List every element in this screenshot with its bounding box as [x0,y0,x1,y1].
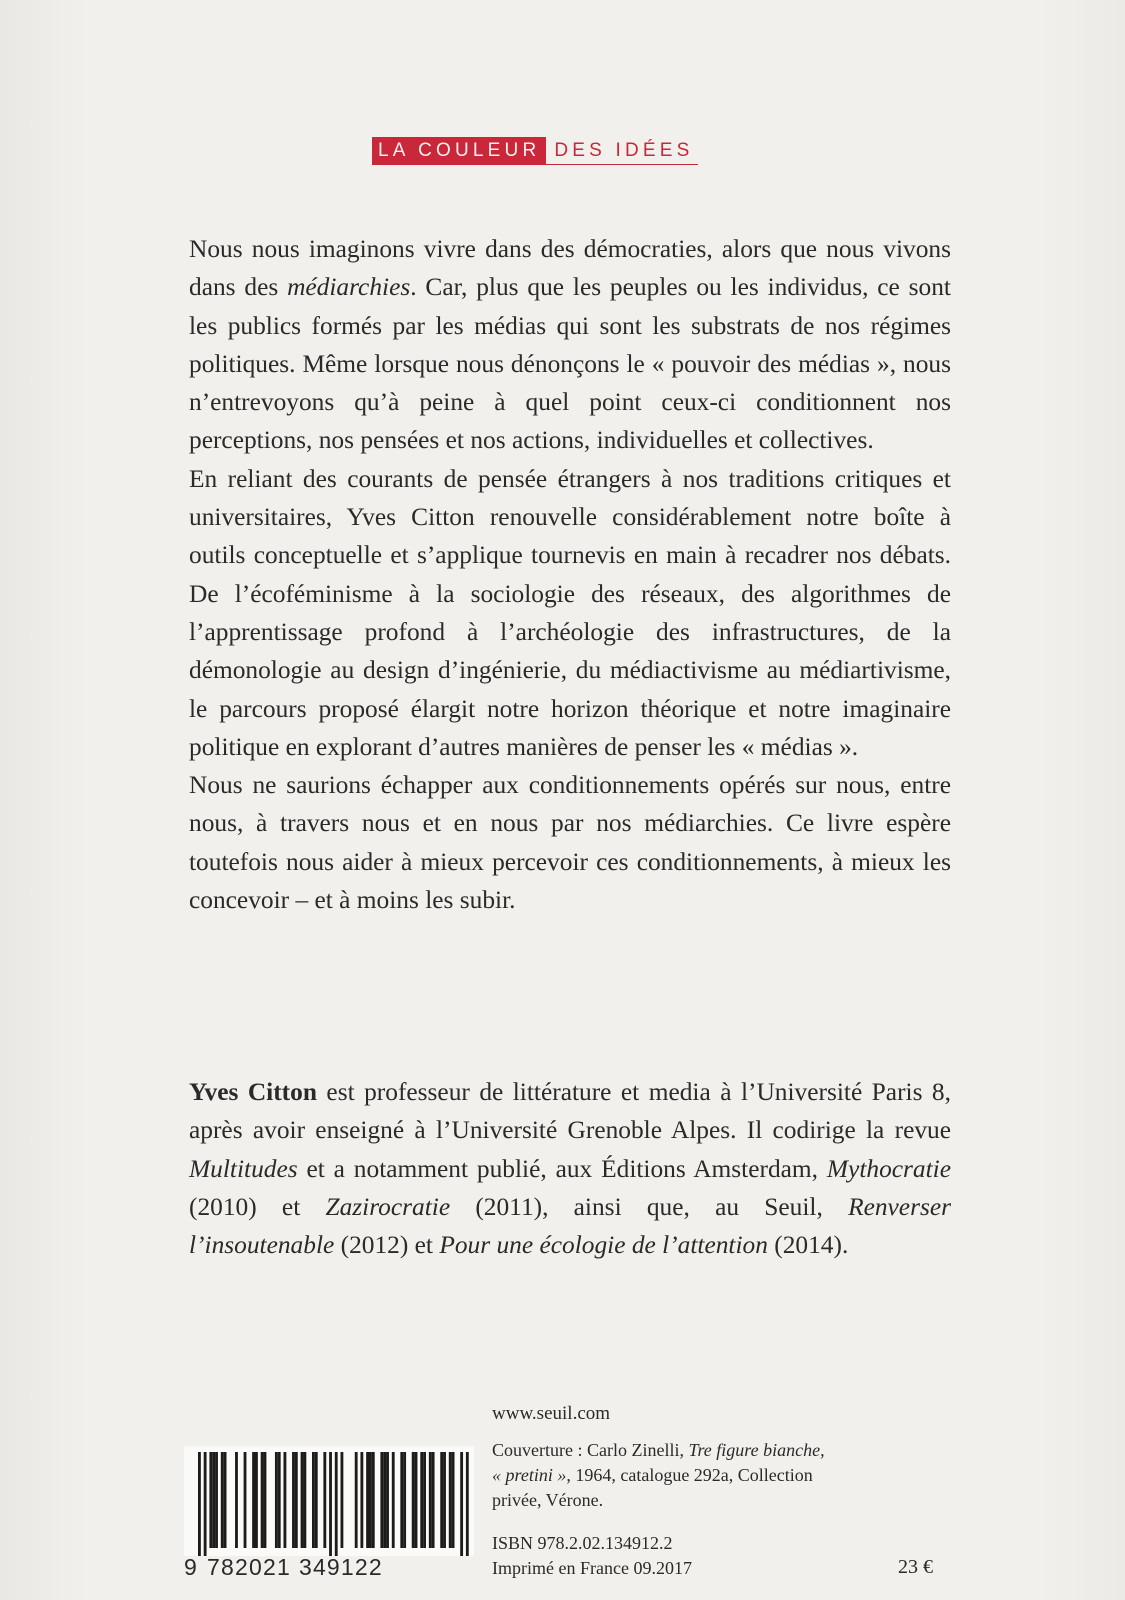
bio-title: Multitudes [189,1154,298,1183]
barcode-bar [303,1452,306,1548]
author-bio [189,1073,951,1264]
bio-text: (2014). [767,1231,849,1260]
barcode-bar [284,1452,287,1548]
author-bio-paragraph [189,1073,951,1264]
barcode-bar [252,1452,255,1548]
barcode-bar [295,1452,298,1548]
barcode-bar [323,1452,326,1548]
barcode-bar [215,1452,218,1548]
barcode-bar [264,1452,267,1548]
barcode-bar [423,1452,426,1548]
bio-title: Mythocratie [826,1154,951,1183]
barcode-bar [460,1452,463,1556]
barcode-bar [386,1452,389,1548]
bio-text: est professeur de littérature et media à l’Université Paris 8, après avoir enseigné à l’Université Grenoble Alpes. Il codirige la revue [189,1078,951,1145]
barcode-bar [415,1452,418,1548]
barcode-bar [383,1452,386,1548]
bio-text: (2011), ainsi que, au Seuil, [450,1192,849,1221]
barcode [184,1446,474,1556]
bio-text: (2010) et [189,1192,326,1221]
barcode-bar [315,1452,318,1548]
barcode-digits [184,1554,474,1581]
barcode-bar [244,1452,247,1548]
blurb-italic-term: médiarchies [287,273,411,302]
barcode-bar [440,1452,443,1548]
barcode-bar [261,1452,264,1548]
barcode-bar [360,1452,363,1548]
barcode-bar [392,1452,395,1548]
barcode-bar [372,1452,375,1548]
barcode-bar [400,1452,403,1548]
bio-text: et a notamment publié, aux Éditions Amsterdam, [297,1154,827,1183]
blurb-text: . Car, plus que les peuples ou les individus, ce sont les publics formés par les médias qui sont les substrats de nos régimes politiques. Même lorsque nous dénonçons le « pouvoir des médias », nous n’entrevoyons qu’à peine à quel point ceux-ci conditionnent nos perceptions, nos pensées et nos actions, individuelles et collectives. [189,273,951,455]
barcode-group-1: 782021 [207,1554,291,1580]
credit-text: , 1964, catalogue 292a, Collection privée, Vérone. [492,1465,813,1510]
barcode-bar [366,1452,369,1548]
publisher-website: www.seuil.com [492,1403,611,1424]
blurb-paragraph-3: Nous ne saurions échapper aux conditionnements opérés sur nous, entre nous, à travers nous et en nous par nos médiarchies. Ce livre espère toutefois nous aider à mieux percevoir ces conditionnements, à mieux les concevoir – et à moins les subir. [189,771,951,915]
barcode-group-2: 349122 [298,1554,383,1580]
barcode-bar [369,1452,372,1548]
barcode-bar [380,1452,383,1548]
bio-text: (2012) et [334,1231,440,1260]
barcode-bar [301,1452,304,1548]
barcode-bar [429,1452,432,1548]
cover-credit [492,1438,832,1513]
barcode-bar [221,1452,224,1548]
collection-name-highlight: LA COULEUR [372,137,546,165]
barcode-first-digit: 9 [184,1554,198,1580]
barcode-bar [341,1452,344,1548]
barcode-bar [443,1452,446,1548]
blurb-paragraph-2: En reliant des courants de pensée étrangers à nos traditions critiques et universitaires, Yves Citton renouvelle considérablement notre boîte à outils conceptuelle et s’applique tournevis en main à recadrer nos débats. De l’écoféminisme à la sociologie des réseaux, des algorithmes de l’apprentissage profond à l’archéologie des infrastructures, de la démonologie au design d’ingénierie, du médiactivisme au médiartivisme, le parcours proposé élargit notre horizon théorique et notre imaginaire politique en explorant d’autres manières de penser les « médias ». [189,464,951,761]
barcode-bar [452,1452,455,1548]
barcode-bar [209,1452,212,1548]
barcode-bar [420,1452,423,1548]
price: 23 € [898,1556,933,1578]
blurb-paragraph-1 [189,230,951,460]
barcode-bars [184,1446,474,1556]
print-info: Imprimé en France 09.2017 [492,1558,692,1578]
barcode-bar [412,1452,415,1548]
barcode-bar [292,1452,295,1548]
barcode-bar [198,1452,201,1556]
collection-banner [372,137,698,165]
barcode-bar [235,1452,238,1548]
isbn: ISBN 978.2.02.134912.2 [492,1533,673,1553]
credit-artwork-title: Tre figure bianche, « pretini » [492,1440,825,1485]
barcode-bar [466,1452,469,1556]
isbn-block [492,1531,692,1581]
blurb [189,230,951,919]
barcode-bar [449,1452,452,1548]
author-name: Yves Citton [189,1078,317,1106]
credit-text: Couverture : Carlo Zinelli, [492,1440,689,1460]
barcode-bar [329,1452,332,1556]
barcode-bar [432,1452,435,1548]
barcode-bar [355,1452,358,1548]
blurb-text: Nous nous imaginons vivre dans des démocraties, alors que nous vivons dans des [189,235,951,302]
barcode-bar [224,1452,227,1548]
barcode-bar [312,1452,315,1548]
barcode-bar [403,1452,406,1548]
barcode-bar [275,1452,278,1548]
collection-name-rest: DES IDÉES [546,137,697,165]
bio-title: Renverser l’insoutenable [189,1192,951,1260]
bio-title: Zazirocratie [325,1192,451,1221]
barcode-bar [255,1452,258,1548]
barcode-bar [204,1452,207,1556]
barcode-bar [278,1452,281,1548]
barcode-bar [335,1452,338,1556]
bio-title: Pour une écologie de l’attention [439,1231,768,1260]
barcode-bar [212,1452,215,1548]
